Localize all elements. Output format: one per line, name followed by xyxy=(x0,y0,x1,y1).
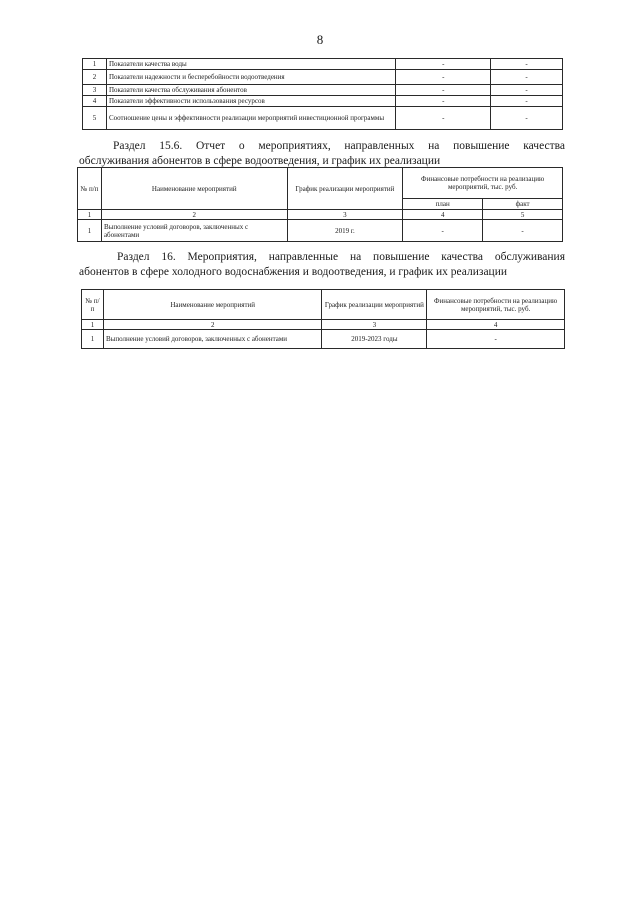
indicator-name: Показатели эффективности использования ресурсов xyxy=(106,96,395,107)
section-16-heading xyxy=(79,250,565,280)
finance-cell: - xyxy=(427,330,565,349)
column-index: 4 xyxy=(427,320,565,330)
fact-cell: - xyxy=(483,220,563,242)
indicators-table xyxy=(82,58,563,130)
table-index-row xyxy=(82,320,565,330)
table-row xyxy=(83,96,563,107)
measure-name: Выполнение условий договоров, заключенных с абонентами xyxy=(103,330,321,349)
header-finance: Финансовые потребности на реализацию мероприятий, тыс. руб. xyxy=(403,168,563,199)
header-fact: факт xyxy=(483,199,563,210)
value-cell: - xyxy=(396,96,491,107)
indicator-name: Соотношение цены и эффективности реализации мероприятий инвестиционной программы xyxy=(106,107,395,130)
section-heading-line: Раздел 16. Мероприятия, направленные на повышение качества обслуживания xyxy=(117,251,565,263)
header-plan: план xyxy=(403,199,483,210)
column-index: 5 xyxy=(483,210,563,220)
header-schedule: График реализации мероприятий xyxy=(322,290,427,320)
value-cell: - xyxy=(491,85,563,96)
measures-table xyxy=(81,289,565,349)
row-number: 1 xyxy=(82,330,104,349)
section-15-6-heading xyxy=(79,139,565,169)
indicator-name: Показатели надежности и бесперебойности водоотведения xyxy=(106,70,395,85)
row-number: 4 xyxy=(83,96,107,107)
header-name: Наименование мероприятий xyxy=(103,290,321,320)
section-heading-line: Раздел 15.6. Отчет о мероприятиях, направленных на повышение качества xyxy=(113,140,565,152)
row-number: 3 xyxy=(83,85,107,96)
table-header-row xyxy=(82,290,565,320)
value-cell: - xyxy=(396,85,491,96)
indicator-name: Показатели качества воды xyxy=(106,59,395,70)
column-index: 3 xyxy=(322,320,427,330)
row-number: 2 xyxy=(83,70,107,85)
table-row xyxy=(78,220,563,242)
value-cell: - xyxy=(396,107,491,130)
row-number: 1 xyxy=(83,59,107,70)
value-cell: - xyxy=(491,96,563,107)
header-number: № п/п xyxy=(82,290,104,320)
table-header-row xyxy=(78,168,563,199)
table-row xyxy=(83,59,563,70)
schedule-cell: 2019 г. xyxy=(287,220,403,242)
row-number: 1 xyxy=(78,220,102,242)
plan-cell: - xyxy=(403,220,483,242)
header-schedule: График реализации мероприятий xyxy=(287,168,403,210)
column-index: 2 xyxy=(101,210,287,220)
table-row xyxy=(83,107,563,130)
page-number: 8 xyxy=(316,32,324,47)
header-number: № п/п xyxy=(78,168,102,210)
table-row xyxy=(83,70,563,85)
header-name: Наименование мероприятий xyxy=(101,168,287,210)
column-index: 4 xyxy=(403,210,483,220)
row-number: 5 xyxy=(83,107,107,130)
value-cell: - xyxy=(396,59,491,70)
table-row xyxy=(82,330,565,349)
section-heading-line: абонентов в сфере холодного водоснабжения и водоотведения, и график их реализации xyxy=(79,266,508,278)
schedule-cell: 2019-2023 годы xyxy=(322,330,427,349)
section-heading-line: обслуживания абонентов в сфере водоотведения, и график их реализации xyxy=(79,155,441,167)
value-cell: - xyxy=(491,70,563,85)
report-table xyxy=(77,167,563,242)
table-index-row xyxy=(78,210,563,220)
column-index: 1 xyxy=(78,210,102,220)
header-finance: Финансовые потребности на реализацию мероприятий, тыс. руб. xyxy=(427,290,565,320)
value-cell: - xyxy=(491,59,563,70)
value-cell: - xyxy=(491,107,563,130)
value-cell: - xyxy=(396,70,491,85)
measure-name: Выполнение условий договоров, заключенных с абонентами xyxy=(101,220,287,242)
indicator-name: Показатели качества обслуживания абонентов xyxy=(106,85,395,96)
column-index: 3 xyxy=(287,210,403,220)
table-row xyxy=(83,85,563,96)
column-index: 1 xyxy=(82,320,104,330)
column-index: 2 xyxy=(103,320,321,330)
